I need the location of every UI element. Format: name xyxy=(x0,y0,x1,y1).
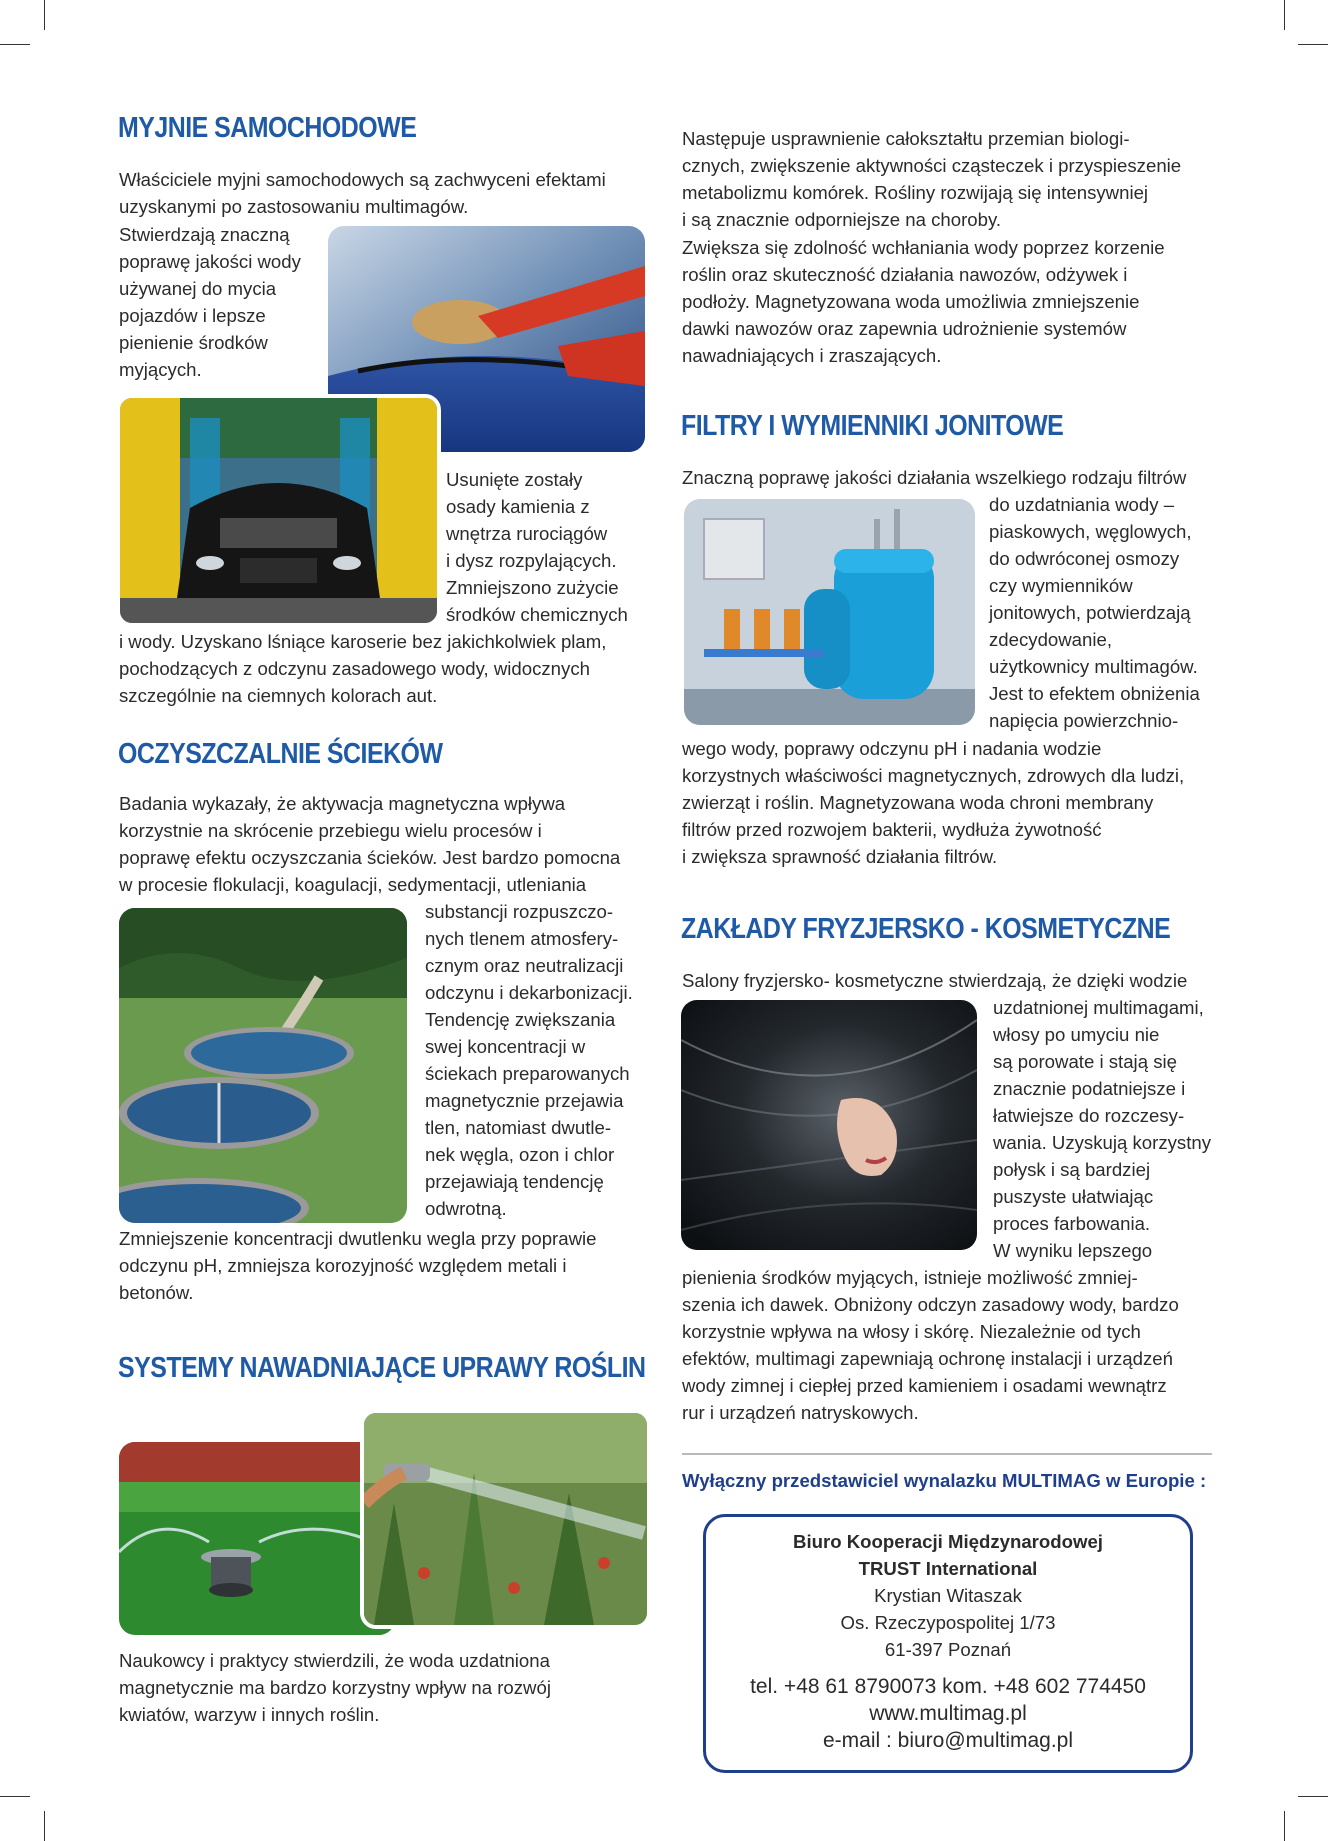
text-line: Naukowcy i praktycy stwierdzili, że woda uzdatniona xyxy=(119,1650,550,1671)
text-line: do uzdatniania wody – xyxy=(989,494,1175,515)
text-line: użytkownicy multimagów. xyxy=(989,656,1198,677)
text-line: korzystnie wpływa na włosy i skórę. Niezależnie od tych xyxy=(682,1321,1141,1342)
contact-name: Krystian Witaszak xyxy=(874,1585,1022,1606)
contact-street: Os. Rzeczypospolitej 1/73 xyxy=(840,1612,1056,1633)
contact-org2: TRUST International xyxy=(858,1558,1038,1579)
text-line: Zmniejszenie koncentracji dwutlenku wegla przy poprawie xyxy=(119,1228,597,1249)
text-line: osady kamienia z xyxy=(446,496,590,517)
text-line: Właściciele myjni samochodowych są zachwyceni efektami xyxy=(119,169,606,190)
text-line: Usunięte zostały xyxy=(446,469,583,490)
text-line: cznych, zwiększenie aktywności cząsteczek i przyspieszenie xyxy=(682,155,1182,176)
text-line: proces farbowania. xyxy=(993,1213,1151,1234)
text-line: w procesie flokulacji, koagulacji, sedymentacji, utleniania xyxy=(119,874,587,895)
text-line: włosy po umyciu nie xyxy=(993,1024,1160,1045)
text-line: Znaczną poprawę jakości działania wszelkiego rodzaju filtrów xyxy=(682,467,1187,488)
text-line: nych tlenem atmosfery- xyxy=(425,928,619,949)
hair-woman-photo xyxy=(681,1000,977,1250)
section-title-irrigation: SYSTEMY NAWADNIAJĄCE UPRAWY ROŚLIN xyxy=(118,1352,646,1384)
section-title-sewage: OCZYSZCZALNIE ŚCIEKÓW xyxy=(118,738,443,770)
text-line: W wyniku lepszego xyxy=(993,1240,1153,1261)
text-line: magnetycznie przejawia xyxy=(425,1090,624,1111)
text-line: i wody. Uzyskano lśniące karoserie bez jakichkolwiek plam, xyxy=(119,631,607,652)
lawn-sprinkler-photo xyxy=(119,1442,395,1635)
text-line: metabolizmu komórek. Rośliny rozwijają się intensywniej xyxy=(682,182,1149,203)
text-line: piaskowych, węglowych, xyxy=(989,521,1192,542)
text-line: Jest to efektem obniżenia xyxy=(989,683,1200,704)
text-line: szenia ich dawek. Obniżony odczyn zasadowy wody, bardzo xyxy=(682,1294,1179,1315)
section-title-filters: FILTRY I WYMIENNIKI JONITOWE xyxy=(681,410,1064,442)
text-line: podłoży. Magnetyzowana woda umożliwia zmniejszenie xyxy=(682,291,1140,312)
text-line: cznym oraz neutralizacji xyxy=(425,955,624,976)
text-line: przejawiają tendencję xyxy=(425,1171,604,1192)
text-line: kwiatów, warzyw i innych roślin. xyxy=(119,1704,380,1725)
text-line: odczynu i dekarbonizacji. xyxy=(425,982,633,1003)
text-line: wego wody, poprawy odczynu pH i nadania wodzie xyxy=(682,738,1102,759)
crop-mark xyxy=(1298,1796,1328,1797)
contact-org1: Biuro Kooperacji Międzynarodowej xyxy=(793,1531,1103,1552)
text-line: dawki nawozów oraz zapewnia udrożnienie systemów xyxy=(682,318,1127,339)
water-treatment-photo xyxy=(684,499,975,725)
text-line: używanej do mycia xyxy=(119,278,277,299)
crop-mark xyxy=(0,1796,30,1797)
text-line: wody zimnej i ciepłej przed kamieniem i osadami wewnątrz xyxy=(682,1375,1167,1396)
text-line: Tendencję zwiększania xyxy=(425,1009,616,1030)
text-line: uzyskanymi po zastosowaniu multimagów. xyxy=(119,196,469,217)
text-line: wania. Uzyskują korzystny xyxy=(993,1132,1212,1153)
contact-phones: tel. +48 61 8790073 kom. +48 602 774450 xyxy=(750,1675,1146,1698)
text-line: roślin oraz skuteczność działania nawozów, odżywek i xyxy=(682,264,1128,285)
text-line: nek węgla, ozon i chlor xyxy=(425,1144,615,1165)
text-line: czy wymienników xyxy=(989,575,1133,596)
text-line: Badania wykazały, że aktywacja magnetyczna wpływa xyxy=(119,793,566,814)
text-line: odwrotną. xyxy=(425,1198,507,1219)
contact-box xyxy=(703,1514,1193,1773)
text-line: pienienie środków xyxy=(119,332,268,353)
text-line: korzystnie na skrócenie przebiegu wielu procesów i xyxy=(119,820,542,841)
text-line: są porowate i stają się xyxy=(993,1051,1177,1072)
text-line: puszyste ułatwiając xyxy=(993,1186,1154,1207)
text-line: i zwiększa sprawność działania filtrów. xyxy=(682,846,998,867)
text-line: Następuje usprawnienie całokształtu przemian biologi- xyxy=(682,128,1130,149)
text-line: do odwróconej osmozy xyxy=(989,548,1180,569)
text-line: Zwiększa się zdolność wchłaniania wody poprzez korzenie xyxy=(682,237,1165,258)
text-line: wnętrza rurociągów xyxy=(446,523,608,544)
text-line: substancji rozpuszczo- xyxy=(425,901,614,922)
text-line: Stwierdzają znaczną xyxy=(119,224,290,245)
crop-mark xyxy=(44,0,45,30)
text-line: łatwiejsze do rozczesy- xyxy=(993,1105,1185,1126)
crop-mark xyxy=(44,1811,45,1841)
section-title-car-wash: MYJNIE SAMOCHODOWE xyxy=(118,112,417,144)
text-line: pochodzących z odczynu zasadowego wody, widocznych xyxy=(119,658,590,679)
crop-mark xyxy=(1284,1811,1285,1841)
text-line: betonów. xyxy=(119,1282,194,1303)
text-line: rur i urządzeń natryskowych. xyxy=(682,1402,919,1423)
text-line: szczególnie na ciemnych kolorach aut. xyxy=(119,685,438,706)
contact-website-link[interactable]: www.multimag.pl xyxy=(869,1702,1027,1725)
text-line: poprawę jakości wody xyxy=(119,251,301,272)
car-wash-tunnel-photo xyxy=(116,394,441,627)
text-line: i są znacznie odporniejsze na choroby. xyxy=(682,209,1002,230)
text-line: połysk i są bardziej xyxy=(993,1159,1151,1180)
garden-watering-photo xyxy=(360,1409,651,1629)
text-line: zdecydowanie, xyxy=(989,629,1113,650)
text-line: uzdatnionej multimagami, xyxy=(993,997,1204,1018)
text-line: poprawę efektu oczyszczania ścieków. Jest bardzo pomocna xyxy=(119,847,621,868)
text-line: ściekach preparowanych xyxy=(425,1063,630,1084)
text-line: odczynu pH, zmniejsza korozyjność względem metali i xyxy=(119,1255,567,1276)
representative-note: Wyłączny przedstawiciel wynalazku MULTIMAG w Europie : xyxy=(682,1470,1207,1491)
section-title-salons: ZAKŁADY FRYZJERSKO - KOSMETYCZNE xyxy=(681,913,1171,945)
text-line: napięcia powierzchnio- xyxy=(989,710,1179,731)
sewage-plant-photo xyxy=(119,908,407,1223)
text-line: Salony fryzjersko- kosmetyczne stwierdzają, że dzięki wodzie xyxy=(682,970,1188,991)
text-line: jonitowych, potwierdzają xyxy=(989,602,1191,623)
text-line: magnetycznie ma bardzo korzystny wpływ na rozwój xyxy=(119,1677,551,1698)
contact-email-link[interactable]: e-mail : biuro@multimag.pl xyxy=(822,1729,1074,1752)
text-line: znacznie podatniejsze i xyxy=(993,1078,1186,1099)
contact-city: 61-397 Poznań xyxy=(884,1639,1012,1660)
text-line: i dysz rozpylających. xyxy=(446,550,617,571)
text-line: środków chemicznych xyxy=(446,604,628,625)
text-line: zwierząt i roślin. Magnetyzowana woda chroni membrany xyxy=(682,792,1154,813)
text-line: korzystnych właściwości magnetycznych, zdrowych dla ludzi, xyxy=(682,765,1185,786)
text-line: myjących. xyxy=(119,359,202,380)
crop-mark xyxy=(1284,0,1285,30)
text-line: efektów, multimagi zapewniają ochronę instalacji i urządzeń xyxy=(682,1348,1173,1369)
crop-mark xyxy=(1298,44,1328,45)
text-line: swej koncentracji w xyxy=(425,1036,586,1057)
text-line: tlen, natomiast dwutle- xyxy=(425,1117,612,1138)
divider xyxy=(682,1453,1212,1455)
text-line: nawadniających i zraszających. xyxy=(682,345,942,366)
text-line: Zmniejszono zużycie xyxy=(446,577,619,598)
text-line: pojazdów i lepsze xyxy=(119,305,266,326)
text-line: pienienia środków myjących, istnieje możliwość zmniej- xyxy=(682,1267,1138,1288)
crop-mark xyxy=(0,44,30,45)
text-line: filtrów przed rozwojem bakterii, wydłuża żywotność xyxy=(682,819,1102,840)
